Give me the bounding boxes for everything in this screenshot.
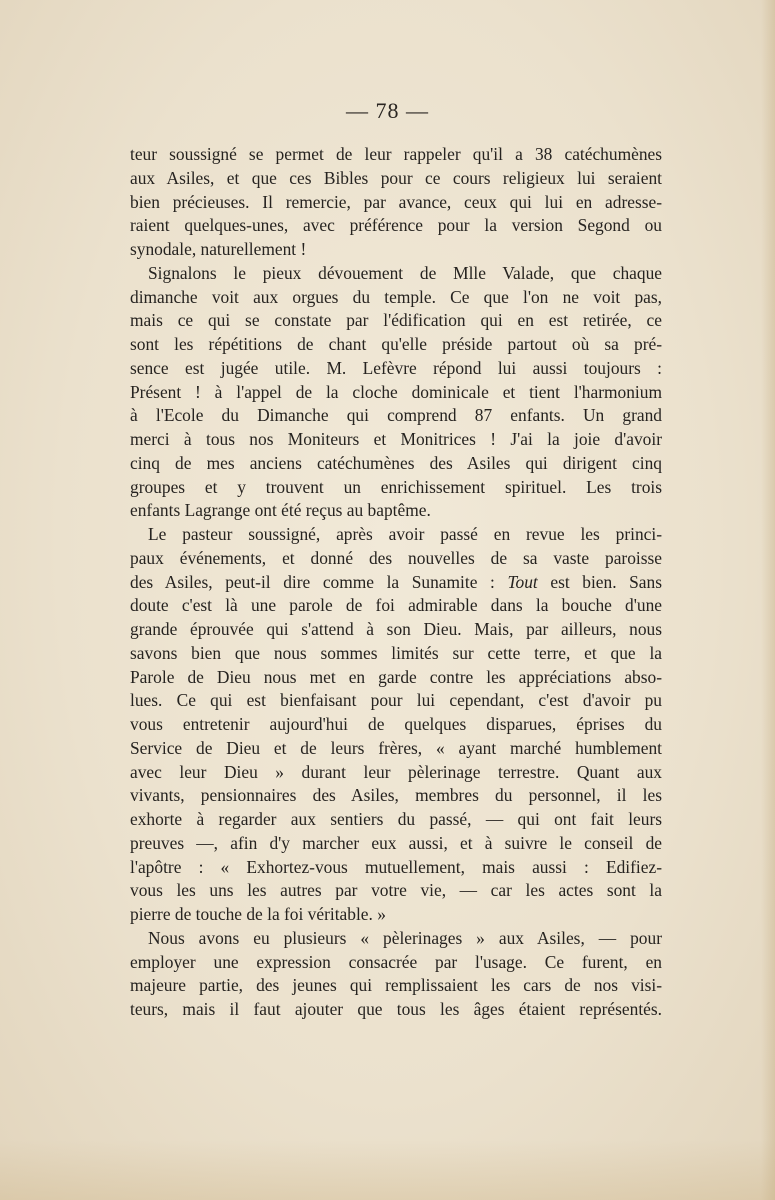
text-line [130, 618, 662, 642]
line-text: teur soussigné se permet de leur rappeler qu'il a 38 catéchumènes [130, 144, 662, 164]
page-number: — 78 — [346, 98, 429, 123]
page-edge-shadow [761, 0, 775, 1200]
line-text: enfants Lagrange ont été reçus au baptême. [130, 500, 431, 521]
text-line [130, 143, 662, 167]
line-text: bien précieuses. Il remercie, par avance, ceux qui lui en adresse- [130, 191, 662, 212]
text-line [130, 238, 662, 262]
text-line [130, 357, 662, 381]
line-text: raient quelques-unes, avec préférence pour la version Segond ou [130, 215, 662, 236]
text-line [130, 452, 662, 476]
line-text: vous les uns les autres par votre vie, — car les actes sont la [130, 880, 662, 901]
text-line [130, 642, 662, 666]
text-line [130, 832, 662, 856]
line-text: mais ce qui se constate par l'édification qui en est retirée, ce [130, 310, 662, 331]
line-text: Service de Dieu et de leurs frères, « ayant marché humblement [130, 737, 662, 758]
body-text [130, 143, 662, 1022]
text-line [130, 262, 662, 286]
text-line [130, 761, 662, 785]
text-line [130, 167, 662, 191]
line-text: à l'Ecole du Dimanche qui comprend 87 enfants. Un grand [130, 405, 662, 426]
text-line [130, 286, 662, 310]
line-text: merci à tous nos Moniteurs et Monitrices ! J'ai la joie d'avoir [130, 429, 662, 449]
line-text: teurs, mais il faut ajouter que tous les âges étaient représentés. [130, 999, 662, 1019]
line-text: aux Asiles, et que ces Bibles pour ce cours religieux lui seraient [130, 167, 662, 188]
line-text: lues. Ce qui est bienfaisant pour lui cependant, c'est d'avoir pu [130, 690, 662, 711]
text-line [130, 214, 662, 238]
text-line [130, 333, 662, 357]
line-text: preuves —, afin d'y marcher eux aussi, et à suivre le conseil de [130, 832, 662, 853]
text-line [130, 428, 662, 452]
line-text: Le pasteur soussigné, après avoir passé en revue les princi- [148, 524, 662, 544]
text-line [130, 689, 662, 713]
line-text: sence est jugée utile. M. Lefèvre répond lui aussi toujours : [130, 357, 662, 378]
line-text: des Asiles, peut-il dire comme la Sunamite : [130, 571, 508, 592]
text-line [130, 594, 662, 618]
line-text: groupes et y trouvent un enrichissement spirituel. Les trois [130, 476, 662, 497]
line-text: Signalons le pieux dévouement de Mlle Valade, que chaque [148, 262, 662, 283]
text-line [130, 547, 662, 571]
text-line [130, 499, 662, 523]
line-text: dimanche voit aux orgues du temple. Ce que l'on ne voit pas, [130, 286, 662, 307]
text-line [130, 571, 662, 595]
line-text: savons bien que nous sommes limités sur cette terre, et que la [130, 642, 662, 663]
line-text: vivants, pensionnaires des Asiles, membres du personnel, il les [130, 785, 662, 806]
text-line [130, 737, 662, 761]
text-line [130, 903, 662, 927]
text-line [130, 523, 662, 547]
line-text: pierre de touche de la foi véritable. » [130, 904, 386, 924]
text-line [130, 404, 662, 428]
line-text: Nous avons eu plusieurs « pèlerinages » aux Asiles, — pour [148, 927, 662, 948]
line-text: paux événements, et donné des nouvelles de sa vaste paroisse [130, 547, 662, 568]
text-line [130, 974, 662, 998]
line-text: avec leur Dieu » durant leur pèlerinage terrestre. Quant aux [130, 761, 662, 782]
text-line [130, 191, 662, 215]
text-line [130, 713, 662, 737]
line-text: doute c'est là une parole de foi admirable dans la bouche d'une [130, 595, 662, 616]
line-text: grande éprouvée qui s'attend à son Dieu. Mais, par ailleurs, nous [130, 619, 662, 639]
text-line [130, 381, 662, 405]
text-line [130, 927, 662, 951]
text-line [130, 476, 662, 500]
line-text: cinq de mes anciens catéchumènes des Asiles qui dirigent cinq [130, 452, 662, 473]
text-line [130, 784, 662, 808]
line-text: Présent ! à l'appel de la cloche dominicale et tient l'harmonium [130, 381, 662, 402]
text-line [130, 856, 662, 880]
italic-word: Tout [507, 571, 538, 592]
line-text: sont les répétitions de chant qu'elle préside partout où sa pré- [130, 334, 662, 354]
text-line [130, 879, 662, 903]
text-line [130, 951, 662, 975]
page-bottom-shadow [0, 1140, 775, 1200]
line-text: l'apôtre : « Exhortez-vous mutuellement, mais aussi : Edifiez- [130, 856, 662, 877]
text-line [130, 666, 662, 690]
text-line [130, 309, 662, 333]
line-text-continued: est bien. Sans [537, 571, 662, 592]
line-text: exhorte à regarder aux sentiers du passé, — qui ont fait leurs [130, 809, 662, 829]
text-line [130, 998, 662, 1022]
line-text: vous entretenir aujourd'hui de quelques disparues, éprises du [130, 714, 662, 734]
line-text: employer une expression consacrée par l'usage. Ce furent, en [130, 951, 662, 972]
line-text: Parole de Dieu nous met en garde contre les appréciations abso- [130, 666, 662, 687]
line-text: synodale, naturellement ! [130, 239, 307, 259]
line-text: majeure partie, des jeunes qui remplissaient les cars de nos visi- [130, 975, 662, 996]
text-line [130, 808, 662, 832]
